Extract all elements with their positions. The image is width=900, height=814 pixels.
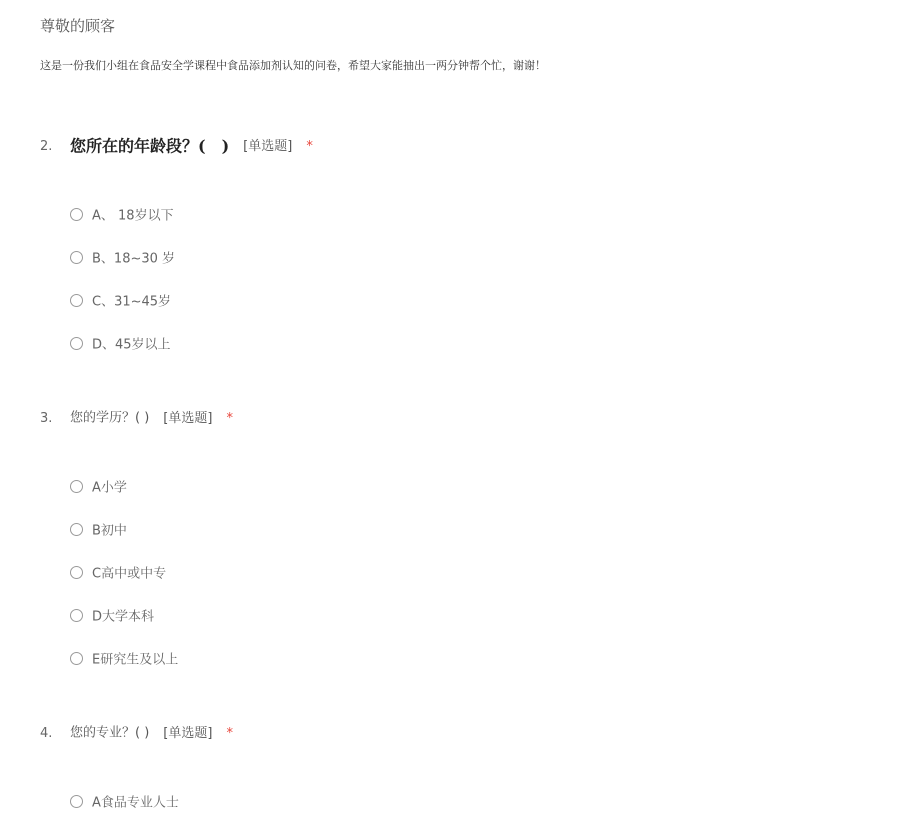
question-title: 您的学历？( ) (70, 410, 150, 426)
radio-unchecked-icon[interactable] (70, 294, 83, 307)
question-number: 2. (40, 138, 53, 154)
radio-unchecked-icon[interactable] (70, 208, 83, 221)
required-asterisk: * (306, 138, 313, 154)
option-label: E研究生及以上 (92, 652, 179, 668)
survey-greeting: 尊敬的顾客 (40, 17, 116, 35)
radio-unchecked-icon[interactable] (70, 251, 83, 264)
option-3-a[interactable] (70, 478, 127, 498)
question-header (40, 134, 313, 158)
required-asterisk: * (226, 410, 233, 426)
option-label: D、45岁以上 (92, 337, 171, 353)
option-3-d[interactable] (70, 607, 154, 627)
survey-intro: 这是一份我们小组在食品安全学课程中食品添加剂认知的问卷，希望大家能抽出一两分钟帮个忙，谢谢！ (40, 59, 546, 72)
radio-unchecked-icon[interactable] (70, 480, 83, 493)
option-2-d[interactable] (70, 335, 171, 355)
option-3-e[interactable] (70, 650, 178, 670)
option-2-b[interactable] (70, 249, 175, 269)
question-title: 您的专业？( ) (70, 725, 150, 741)
option-label: A小学 (92, 480, 127, 496)
radio-unchecked-icon[interactable] (70, 795, 83, 808)
option-label: B、18~30 岁 (92, 251, 176, 267)
option-label: A、 18岁以下 (92, 208, 174, 224)
radio-unchecked-icon[interactable] (70, 566, 83, 579)
option-label: A食品专业人士 (92, 795, 179, 811)
option-label: C高中或中专 (92, 566, 167, 582)
question-type-label: [单选题] (163, 410, 213, 426)
radio-unchecked-icon[interactable] (70, 337, 83, 350)
question-type-label: [单选题] (163, 725, 213, 741)
question-number: 3. (40, 410, 53, 426)
radio-unchecked-icon[interactable] (70, 523, 83, 536)
question-title: 您所在的年龄段？( ) (70, 136, 230, 156)
option-2-c[interactable] (70, 292, 171, 312)
option-label: D大学本科 (92, 609, 155, 625)
option-label: B初中 (92, 523, 127, 539)
option-label: C、31~45岁 (92, 294, 172, 310)
question-type-label: [单选题] (243, 138, 293, 154)
question-header (40, 406, 233, 430)
radio-unchecked-icon[interactable] (70, 652, 83, 665)
question-number: 4. (40, 725, 53, 741)
radio-unchecked-icon[interactable] (70, 609, 83, 622)
required-asterisk: * (226, 725, 233, 741)
option-3-b[interactable] (70, 521, 127, 541)
option-4-a[interactable] (70, 793, 179, 813)
option-3-c[interactable] (70, 564, 166, 584)
question-header (40, 721, 233, 745)
option-2-a[interactable] (70, 206, 174, 226)
